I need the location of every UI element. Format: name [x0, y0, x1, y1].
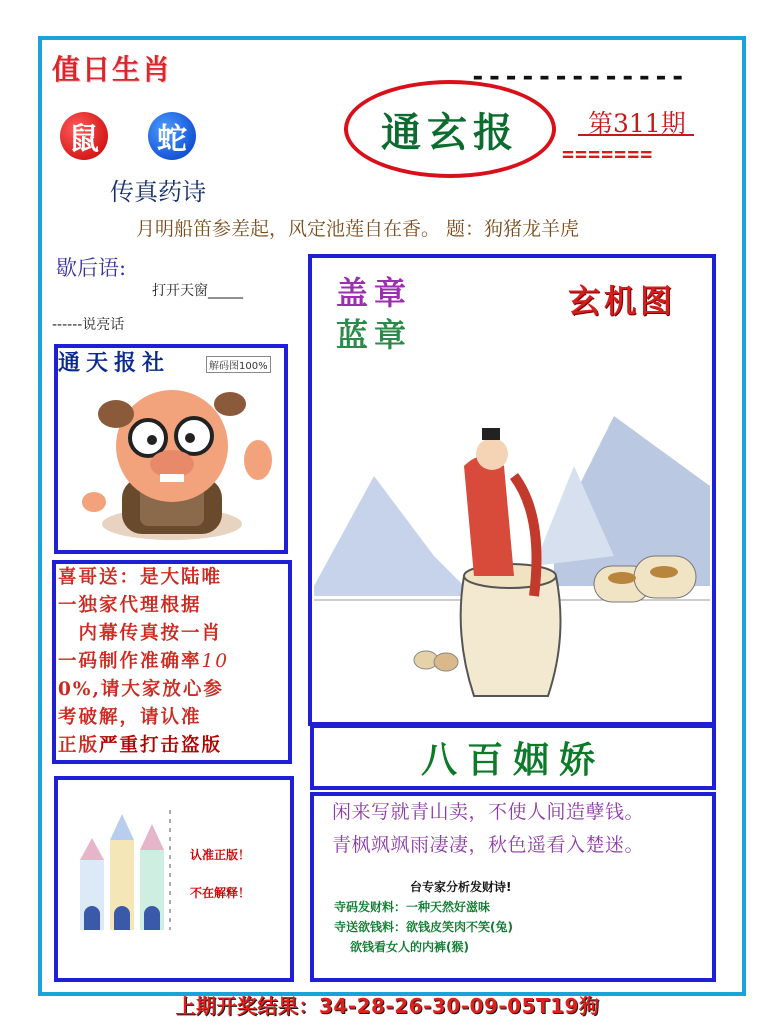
issue-dash-line: ======= [562, 142, 654, 166]
poem-line-2: 青枫飒飒雨凄凄，秋色遥看入楚迷。 [332, 834, 645, 856]
last-draw-result: 上期开奖结果：34-28-26-30-09-05T19狗 [175, 994, 600, 1018]
fax-poem-line: 月明船笛参差起，风定池莲自在香。 题：狗猪龙羊虎 [136, 218, 580, 240]
expert-line-2: 寺送欲钱料：欲钱皮笑肉不笑(兔) [334, 920, 513, 934]
ad-text [58, 564, 286, 760]
ad-line-7 [58, 732, 286, 760]
ad-line-4-number: 10 [201, 651, 230, 672]
ad-line-4-text: 一码制作准确率 [58, 651, 202, 672]
zodiac-snake-badge: 蛇 [148, 112, 196, 160]
ad-line-2: 一独家代理根据 [58, 595, 202, 616]
expert-title: 台专家分析发财诗! [410, 880, 512, 894]
stamp-label-2: 蓝章 [336, 316, 413, 354]
top-dash-line: ------------- [470, 62, 687, 92]
ink-painting-illustration [314, 356, 710, 710]
expert-line-3: 欲钱看女人的内裤(猴) [350, 940, 469, 954]
riddle-title: 歇后语: [56, 256, 127, 280]
castle-note-no-explain: 不在解释！ [190, 886, 251, 900]
ad-line-1: 喜哥送：是大陆唯 [58, 567, 223, 588]
riddle-line-1: 打开天窗_____ [152, 283, 243, 299]
eight-hundred-panel [310, 724, 716, 790]
ad-line-3: 内幕传真按一肖 [58, 623, 223, 644]
zodiac-of-day-title: 值日生肖 [52, 53, 173, 86]
stamp-label-1: 盖章 [336, 274, 413, 312]
ad-line-7-warning: 严重打击盗版 [99, 735, 223, 756]
issue-underline [578, 134, 694, 136]
castle-note-genuine: 认准正版！ [190, 848, 251, 862]
logo-text: 通玄报 [381, 108, 519, 156]
issue-number: 第311期 [588, 109, 686, 138]
cartoon-pig-illustration [60, 374, 278, 544]
masthead-logo [344, 80, 556, 178]
ad-line-4 [58, 648, 286, 676]
castle-illustration [70, 800, 186, 940]
expert-line-1: 寺码发财料：一种天然好滋味 [334, 900, 491, 914]
ad-line-6: 考破解，请认准 [58, 707, 202, 728]
pig-panel-tag: 解码图100% [206, 356, 271, 373]
fax-poem-title: 传真药诗 [110, 178, 206, 206]
zodiac-rat-badge: 鼠 [60, 112, 108, 160]
pig-panel-title: 通天报社 [58, 350, 171, 376]
poem-line-1: 闲来写就青山卖，不使人间造孽钱。 [332, 801, 645, 823]
ad-line-7-text: 正版 [58, 735, 100, 756]
riddle-line-2: ------说亮话 [52, 317, 125, 333]
ad-line-5: 0%,请大家放心参 [58, 679, 224, 700]
mystery-picture-title: 玄机图 [568, 282, 677, 320]
eight-hundred-text: 八百姻娇 [420, 738, 605, 781]
